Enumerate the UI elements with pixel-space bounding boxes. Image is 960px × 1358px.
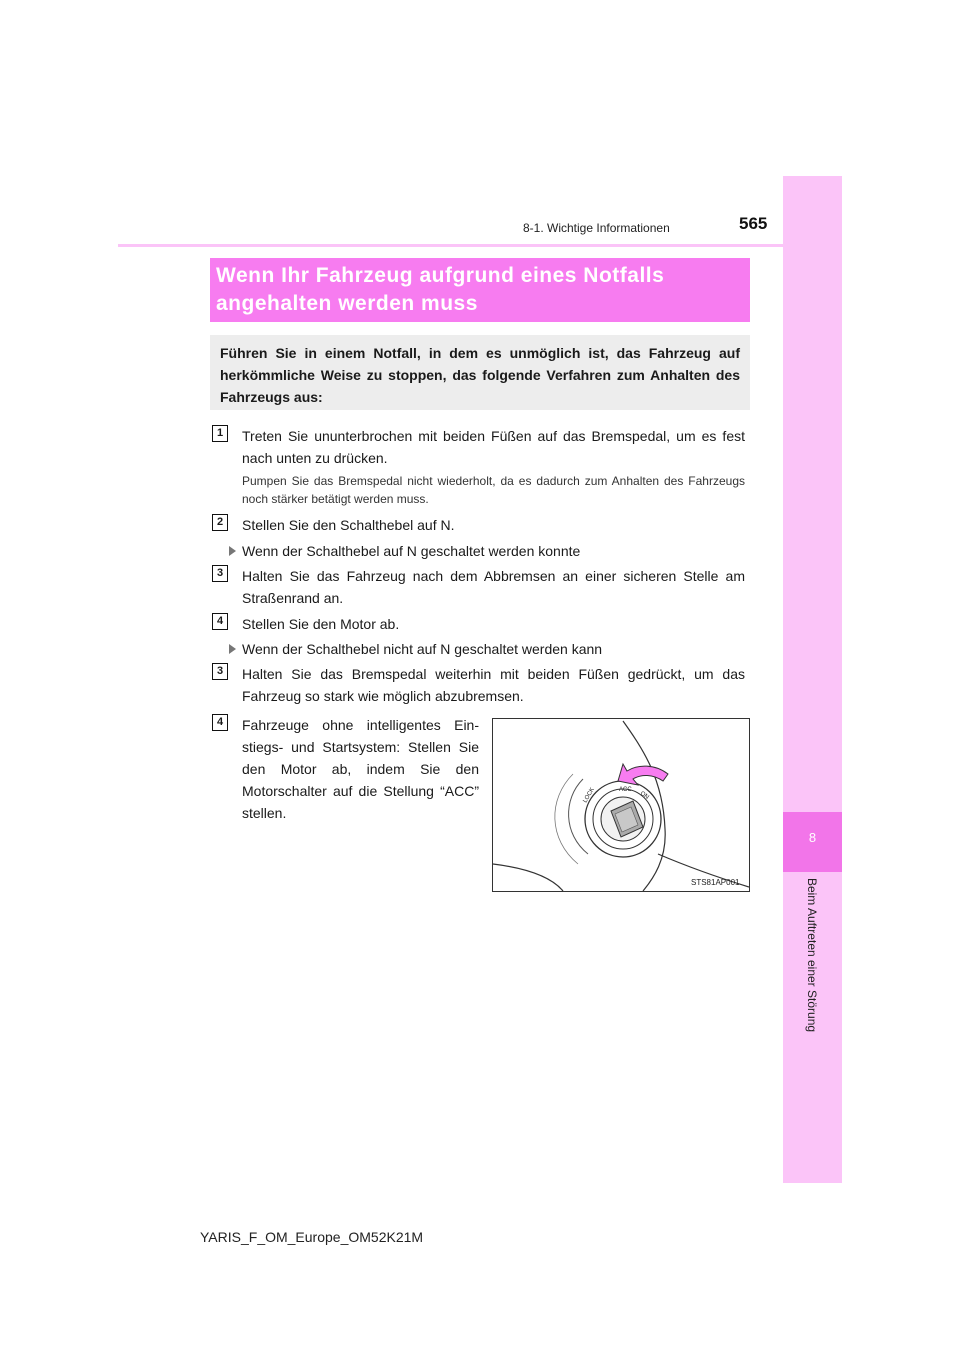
label-lock: LOCK	[582, 786, 596, 804]
chapter-number: 8	[808, 830, 817, 845]
ignition-illustration	[492, 718, 750, 892]
step-number-4a: 4	[212, 613, 228, 630]
label-on: ON	[638, 790, 650, 801]
footer-code: YARIS_F_OM_Europe_OM52K21M	[200, 1229, 424, 1245]
header-rule	[118, 244, 841, 247]
page-title: Wenn Ihr Fahrzeug aufgrund eines Notfalls angehalten werden muss	[216, 264, 665, 315]
intro-text: Führen Sie in einem Notfall, in dem es unmöglich ist, das Fahrzeug auf herkömmliche Weise zu stoppen, das folgende Verfahren zum Anhalten des Fahrzeugs aus:	[220, 345, 740, 405]
step-number-3b: 3	[212, 663, 228, 680]
step-3a-text: Halten Sie das Fahrzeug nach dem Abbremsen an einer sicheren Stelle am Straßenrand an.	[242, 568, 745, 606]
step-4b-text: Fahrzeuge ohne intelligentes Ein-stiegs- und Startsystem: Stellen Sie den Motor ab, indem Sie den Motorschalter auf die Stellung “ACC” stellen.	[242, 717, 479, 821]
step-3b-text: Halten Sie das Bremspedal weiterhin mit beiden Füßen gedrückt, um das Fahrzeug so stark wie möglich abzubremsen.	[242, 666, 745, 704]
chapter-title: Beim Auftreten einer Störung	[805, 877, 819, 1033]
case-a-text: Wenn der Schalthebel auf N geschaltet werden konnte	[242, 543, 581, 559]
step-4a-text: Stellen Sie den Motor ab.	[242, 616, 400, 632]
ignition-key-icon	[493, 719, 749, 891]
page-number: 565	[739, 214, 768, 233]
step-number-4b: 4	[212, 714, 228, 731]
step-number-1: 1	[212, 425, 228, 442]
section-label: 8-1. Wichtige Informationen	[523, 221, 670, 235]
case-arrow-icon	[229, 546, 236, 556]
case-arrow-icon	[229, 644, 236, 654]
step-1-note: Pumpen Sie das Bremspedal nicht wiederholt, da es dadurch zum Anhalten des Fahrzeugs noch stärker betätigt werden muss.	[242, 474, 745, 506]
step-2-text: Stellen Sie den Schalthebel auf N.	[242, 517, 455, 533]
step-number-3a: 3	[212, 565, 228, 582]
label-acc: ACC	[619, 787, 632, 793]
case-b-text: Wenn der Schalthebel nicht auf N geschaltet werden kann	[242, 641, 603, 657]
step-number-2: 2	[212, 514, 228, 531]
step-1-text: Treten Sie ununterbrochen mit beiden Füßen auf das Bremspedal, um es fest nach unten zu drücken.	[242, 428, 745, 466]
figure-code: STS81AP001	[691, 878, 740, 887]
